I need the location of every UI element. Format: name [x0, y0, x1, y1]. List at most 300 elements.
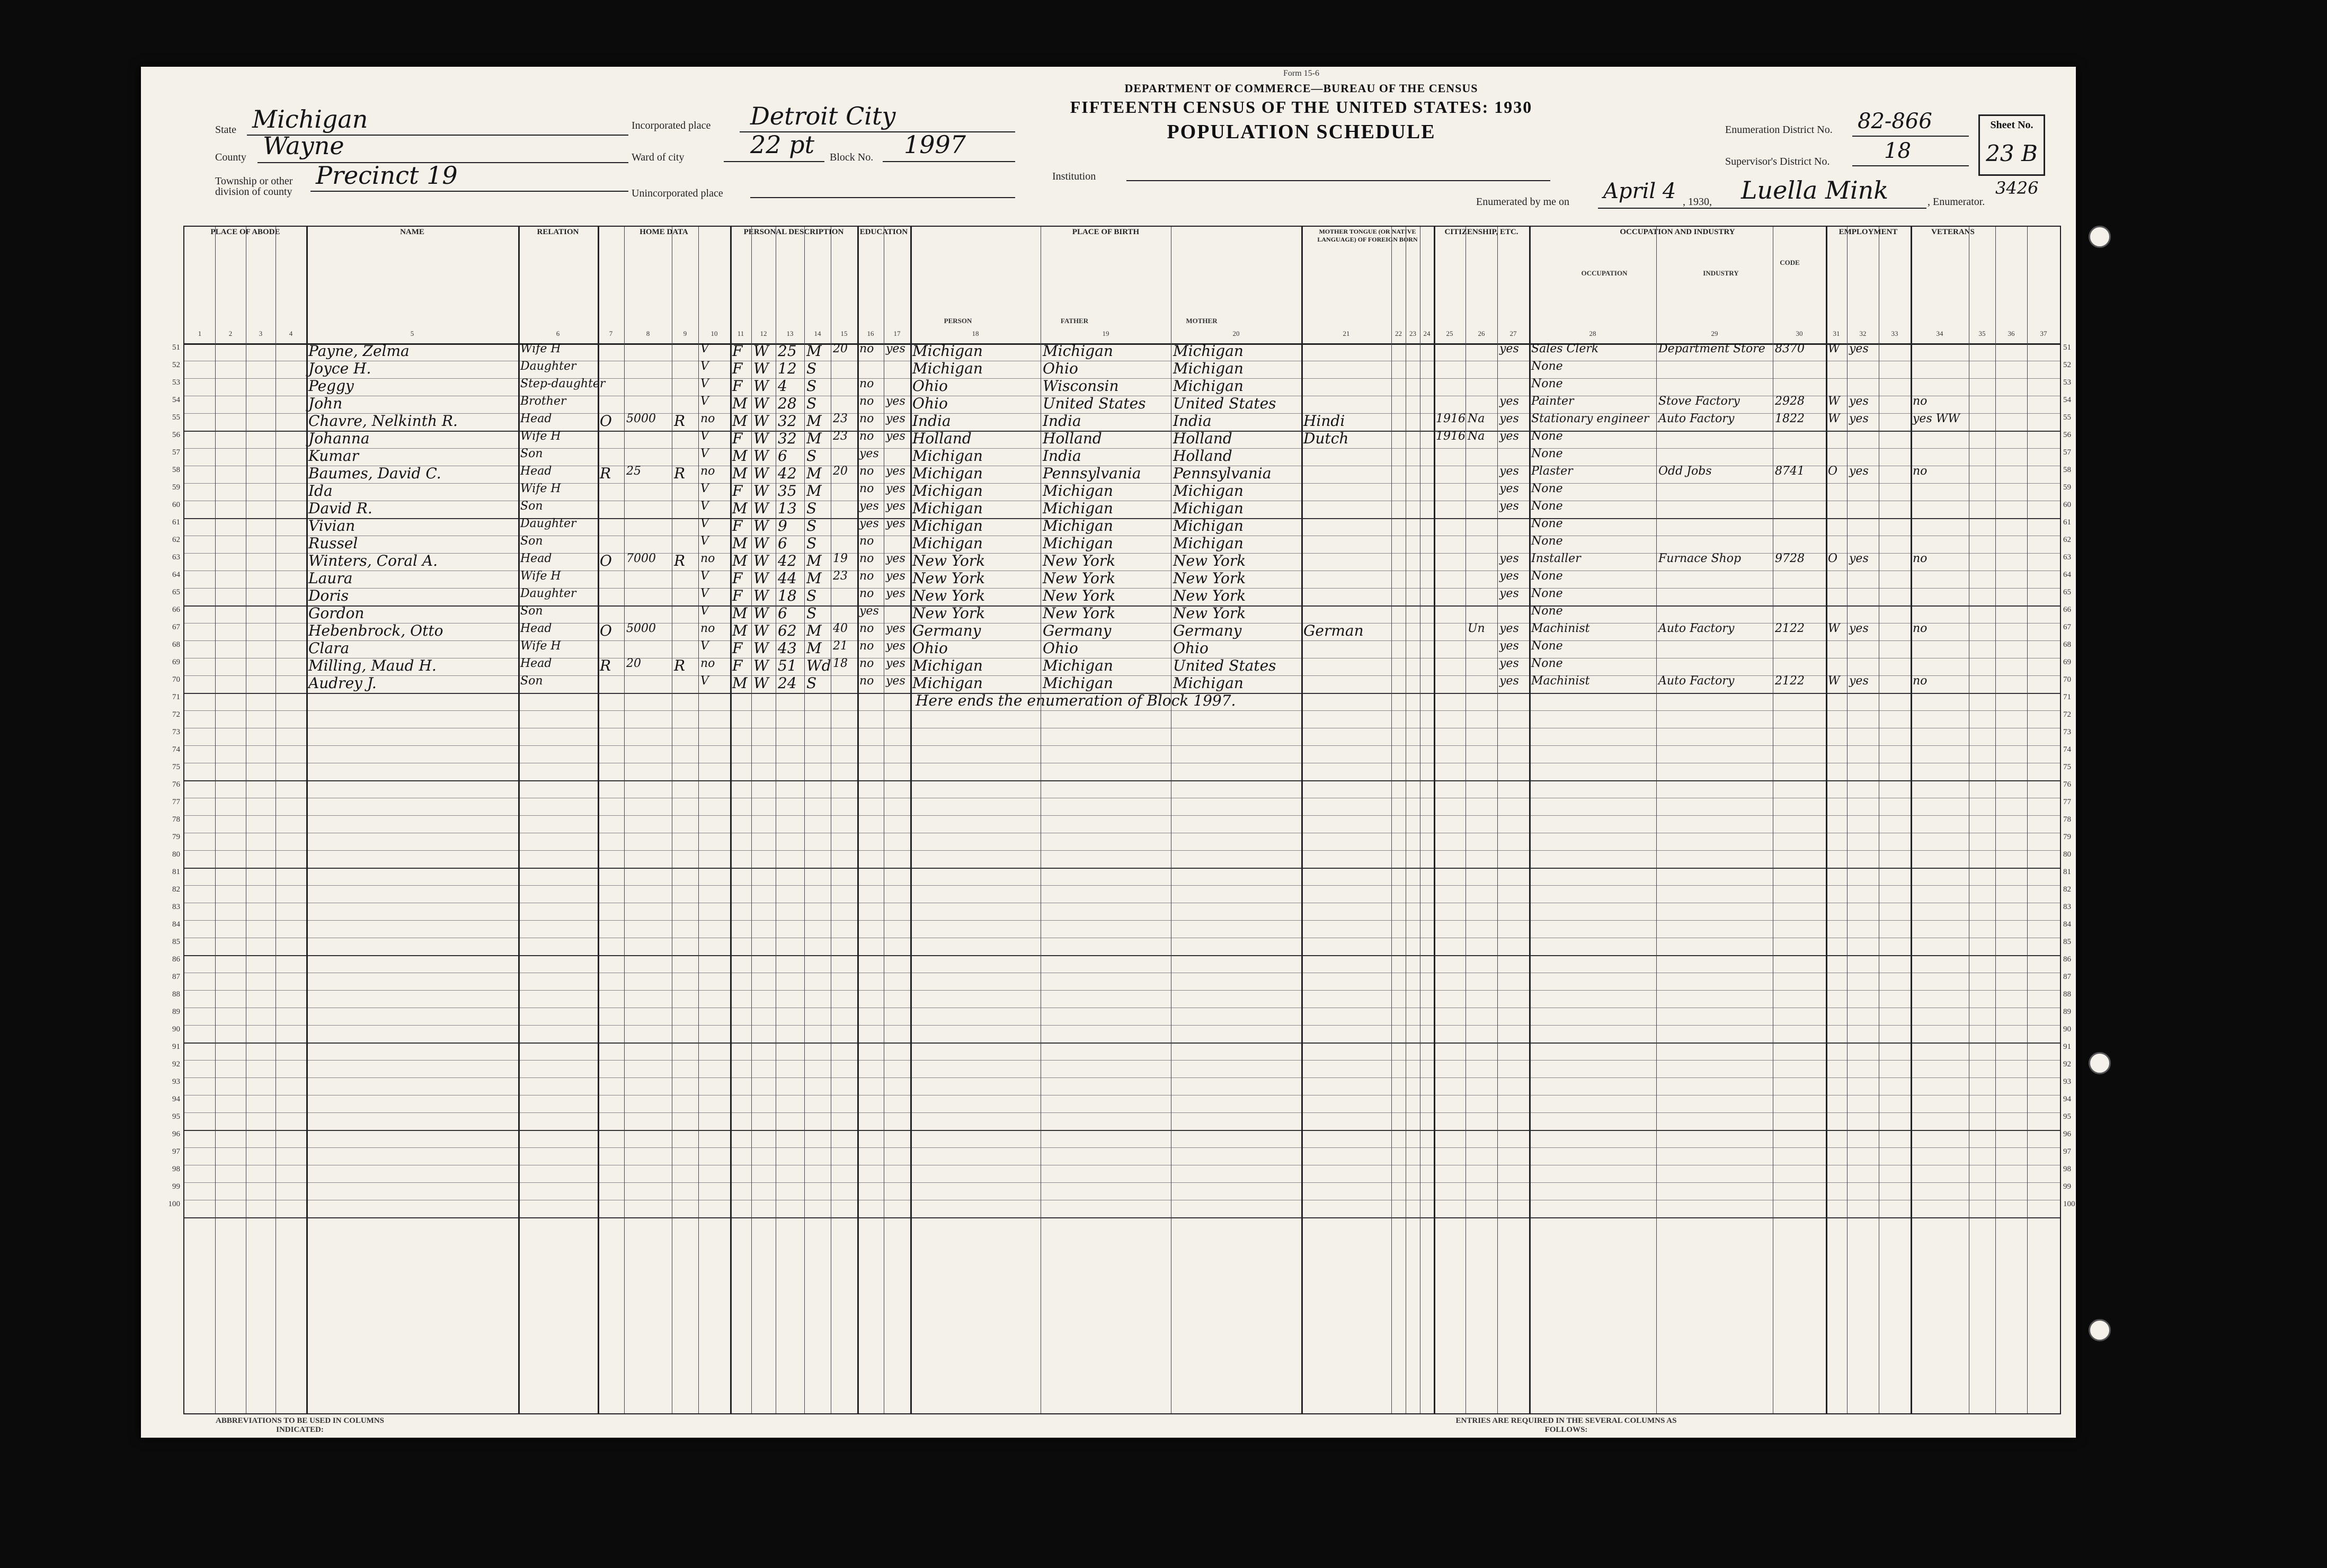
table-row	[172, 903, 2071, 921]
table-row	[172, 1112, 2071, 1131]
cell-tongue: German	[1303, 622, 1364, 639]
census-sheet	[141, 67, 2076, 1438]
cell-farm: no	[700, 622, 715, 635]
cell-eng: yes	[1499, 674, 1519, 688]
cell-occ: Plaster	[1531, 465, 1573, 478]
cell-age: 44	[778, 569, 797, 587]
cell-sch: yes	[859, 447, 879, 460]
line-number: 64	[172, 571, 180, 579]
table-row	[172, 850, 2071, 869]
table-row	[172, 1060, 2071, 1078]
column-divider	[751, 227, 752, 1413]
cell-sex: F	[732, 360, 743, 377]
cell-bp: Michigan	[912, 447, 983, 465]
caption-father: FATHER	[1060, 317, 1089, 325]
cell-sch: no	[859, 412, 874, 425]
cell-race: W	[753, 622, 769, 639]
cell-mar: M	[806, 412, 822, 430]
line-number: 85	[172, 938, 180, 946]
column-number: 36	[2008, 329, 2015, 337]
cell-eng: yes	[1499, 342, 1519, 355]
line-number: 66	[2063, 605, 2071, 614]
line-number: 83	[2063, 903, 2071, 911]
column-number: 3	[259, 329, 263, 337]
cell-rel: Head	[520, 657, 552, 670]
cell-tongue: Dutch	[1303, 430, 1349, 447]
cell-read: yes	[886, 430, 905, 443]
line-number: 51	[2063, 343, 2071, 352]
cell-agem: 23	[833, 569, 848, 583]
cell-mar: S	[806, 360, 817, 377]
line-number: 93	[172, 1077, 180, 1086]
group-occupation: OCCUPATION AND INDUSTRY	[1620, 228, 1735, 236]
line-number: 87	[2063, 973, 2071, 981]
census-title: FIFTEENTH CENSUS OF THE UNITED STATES: 1930	[1070, 97, 1533, 117]
cell-age: 25	[778, 342, 797, 360]
caption-industry: INDUSTRY	[1703, 269, 1739, 277]
cell-sex: F	[732, 587, 743, 604]
group-home: HOME DATA	[640, 228, 688, 236]
table-row	[172, 482, 2071, 501]
line-number: 62	[172, 536, 180, 544]
cell-sch: no	[859, 377, 874, 390]
table-row	[172, 710, 2071, 728]
cell-bp: Michigan	[912, 674, 983, 692]
cell-mar: M	[806, 639, 822, 657]
line-number: 85	[2063, 938, 2071, 946]
enumerated-label: Enumerated by me on	[1476, 196, 1570, 208]
line-number: 90	[172, 1025, 180, 1034]
cell-bpm: United States	[1173, 657, 1276, 674]
line-number: 63	[172, 553, 180, 562]
cell-name: Laura	[308, 569, 353, 587]
cell-cls: W	[1828, 622, 1840, 635]
table-row	[172, 692, 2071, 711]
sheet-number-box	[1978, 114, 2045, 176]
cell-sch: no	[859, 552, 874, 565]
table-row	[172, 1182, 2071, 1200]
cell-agem: 23	[833, 412, 848, 425]
cell-bpm: Michigan	[1173, 360, 1244, 377]
ward-value: 22 pt	[750, 130, 815, 159]
cell-read: yes	[886, 482, 905, 495]
column-divider	[1497, 227, 1498, 1413]
cell-rel: Wife H	[520, 639, 561, 653]
cell-val: 25	[626, 465, 641, 478]
block-value: 1997	[904, 130, 966, 159]
cell-own: O	[600, 622, 612, 639]
line-number: 91	[2063, 1043, 2071, 1051]
punch-hole	[2089, 1319, 2111, 1341]
cell-sex: M	[732, 465, 748, 482]
cell-own: O	[600, 412, 612, 430]
line-number: 89	[2063, 1008, 2071, 1016]
line-number: 71	[2063, 693, 2071, 701]
column-divider	[1847, 227, 1848, 1413]
column-divider	[698, 227, 699, 1413]
cell-race: W	[753, 482, 769, 500]
cell-sex: F	[732, 639, 743, 657]
supervisor-label: Supervisor's District No.	[1725, 156, 1830, 167]
line-number: 77	[172, 798, 180, 806]
line-number: 59	[2063, 483, 2071, 492]
form-title	[1052, 67, 1550, 144]
cell-sex: M	[732, 604, 748, 622]
line-number: 84	[2063, 920, 2071, 929]
cell-rel: Son	[520, 500, 543, 513]
line-number: 92	[2063, 1060, 2071, 1068]
line-number: 75	[2063, 763, 2071, 771]
cell-race: W	[753, 395, 769, 412]
enumerator-label: , Enumerator.	[1928, 196, 1985, 208]
cell-name: Milling, Maud H.	[308, 657, 437, 674]
cell-code: 9728	[1775, 552, 1805, 565]
cell-bpf: Pennsylvania	[1043, 465, 1141, 482]
cell-sch: no	[859, 622, 874, 635]
cell-bpf: Ohio	[1043, 639, 1078, 657]
line-number: 96	[2063, 1130, 2071, 1138]
cell-rel: Daughter	[520, 587, 576, 600]
column-headers	[184, 227, 2060, 345]
township-value: Precinct 19	[316, 161, 458, 190]
cell-code: 1822	[1775, 412, 1805, 425]
footer-abbreviations: ABBREVIATIONS TO BE USED IN COLUMNS INDICATED:	[216, 1416, 384, 1434]
cell-bpm: Michigan	[1173, 674, 1244, 692]
cell-sex: M	[732, 395, 748, 412]
cell-age: 12	[778, 360, 797, 377]
cell-work: yes	[1849, 465, 1869, 478]
cell-bp: Ohio	[912, 639, 948, 657]
line-number: 97	[2063, 1147, 2071, 1156]
cell-occ: None	[1531, 430, 1563, 443]
table-row	[172, 1095, 2071, 1113]
cell-work: yes	[1849, 552, 1869, 565]
table-row	[172, 517, 2071, 536]
cell-sex: M	[732, 447, 748, 465]
table-row	[172, 500, 2071, 519]
cell-code: 2122	[1775, 622, 1805, 635]
cell-race: W	[753, 342, 769, 360]
group-employment: EMPLOYMENT	[1838, 228, 1898, 236]
cell-read: yes	[886, 569, 905, 583]
cell-occ: None	[1531, 482, 1563, 495]
table-row	[172, 798, 2071, 816]
cell-eng: yes	[1499, 657, 1519, 670]
cell-occ: None	[1531, 360, 1563, 373]
cell-bp: Ohio	[912, 377, 948, 395]
cell-sch: no	[859, 342, 874, 355]
cell-mar: S	[806, 447, 817, 465]
cell-read: yes	[886, 639, 905, 653]
table-row	[172, 815, 2071, 833]
cell-ind: Department Store	[1658, 342, 1765, 355]
cell-farm: V	[700, 377, 709, 390]
cell-bpf: Michigan	[1043, 657, 1113, 674]
column-number: 28	[1589, 329, 1596, 337]
table-row	[172, 1130, 2071, 1148]
cell-sex: F	[732, 569, 743, 587]
cell-vet: no	[1913, 622, 1928, 635]
line-number: 87	[172, 973, 180, 981]
unincorporated-label: Unincorporated place	[632, 188, 723, 199]
cell-agem: 23	[833, 430, 848, 443]
line-number: 64	[2063, 571, 2071, 579]
cell-age: 6	[778, 447, 787, 465]
line-number: 67	[172, 623, 180, 631]
column-divider	[215, 227, 216, 1413]
cell-work: yes	[1849, 395, 1869, 408]
group-relation: RELATION	[537, 228, 579, 236]
table-row	[172, 534, 2071, 554]
line-number: 72	[172, 710, 180, 719]
cell-work: yes	[1849, 342, 1869, 355]
cell-mar: M	[806, 342, 822, 360]
cell-age: 9	[778, 517, 787, 534]
enumerator-name: Luella Mink	[1741, 176, 1889, 204]
cell-occ: Machinist	[1531, 622, 1590, 635]
group-education: EDUCATION	[859, 228, 908, 236]
cell-bpf: New York	[1043, 604, 1116, 622]
cell-name: Johanna	[308, 430, 370, 447]
line-number: 92	[172, 1060, 180, 1068]
column-number: 6	[556, 329, 560, 337]
column-divider	[1656, 227, 1657, 1413]
line-number: 83	[172, 903, 180, 911]
year-suffix: , 1930,	[1683, 196, 1712, 208]
line-number: 74	[172, 745, 180, 754]
line-number: 91	[172, 1043, 180, 1051]
cell-farm: V	[700, 639, 709, 653]
cell-occ: None	[1531, 639, 1563, 653]
cell-sch: no	[859, 395, 874, 408]
line-number: 86	[172, 955, 180, 964]
cell-bpm: Michigan	[1173, 500, 1244, 517]
cell-sex: M	[732, 534, 748, 552]
line-number: 60	[2063, 501, 2071, 509]
cell-sex: F	[732, 377, 743, 395]
cell-mar: M	[806, 430, 822, 447]
cell-eng: yes	[1499, 412, 1519, 425]
caption-occupation: OCCUPATION	[1581, 269, 1628, 277]
table-row	[172, 430, 2071, 449]
cell-farm: V	[700, 430, 709, 443]
cell-bpm: India	[1173, 412, 1212, 430]
cell-occ: None	[1531, 587, 1563, 600]
cell-mar: M	[806, 569, 822, 587]
cell-occ: Painter	[1531, 395, 1574, 408]
line-number: 70	[2063, 675, 2071, 684]
column-number: 20	[1232, 329, 1240, 337]
line-number: 93	[2063, 1077, 2071, 1086]
cell-occ: Sales Clerk	[1531, 342, 1599, 355]
cell-bpm: Michigan	[1173, 377, 1244, 395]
cell-race: W	[753, 500, 769, 517]
cell-age: 18	[778, 587, 797, 604]
cell-name: Hebenbrock, Otto	[308, 622, 443, 639]
footer-entries: ENTRIES ARE REQUIRED IN THE SEVERAL COLUMNS AS FOLLOWS:	[1455, 1416, 1677, 1434]
cell-sex: F	[732, 482, 743, 500]
cell-work: yes	[1849, 412, 1869, 425]
line-number: 51	[172, 343, 180, 352]
cell-rel: Head	[520, 622, 552, 635]
cell-farm: V	[700, 534, 709, 548]
line-number: 63	[2063, 553, 2071, 562]
cell-mar: M	[806, 552, 822, 569]
caption-code: CODE	[1780, 259, 1800, 266]
cell-bpm: United States	[1173, 395, 1276, 412]
line-number: 88	[2063, 990, 2071, 999]
township-label: Township or other division of county	[215, 175, 293, 198]
table-row	[172, 1008, 2071, 1026]
cell-farm: V	[700, 604, 709, 618]
line-number: 58	[2063, 466, 2071, 474]
cell-agem: 40	[833, 622, 848, 635]
cell-sch: no	[859, 569, 874, 583]
cell-bp: Germany	[912, 622, 981, 639]
table-row	[172, 920, 2071, 938]
cell-sex: F	[732, 430, 743, 447]
line-number: 99	[172, 1182, 180, 1191]
column-divider	[1995, 227, 1996, 1413]
line-number: 75	[172, 763, 180, 771]
cell-bpm: Michigan	[1173, 534, 1244, 552]
column-number: 30	[1796, 329, 1803, 337]
cell-bpm: Michigan	[1173, 517, 1244, 534]
cell-vet: no	[1913, 552, 1928, 565]
column-number: 14	[814, 329, 821, 337]
column-number: 13	[786, 329, 794, 337]
cell-sch: no	[859, 674, 874, 688]
cell-rel: Wife H	[520, 482, 561, 495]
cell-bp: Michigan	[912, 517, 983, 534]
column-number: 7	[609, 329, 613, 337]
sheet-footer	[183, 1416, 2059, 1436]
line-number: 72	[2063, 710, 2071, 719]
group-personal: PERSONAL DESCRIPTION	[743, 228, 844, 236]
cell-rel: Head	[520, 465, 552, 478]
cell-farm: V	[700, 395, 709, 408]
cell-rel: Son	[520, 534, 543, 548]
cell-name: Peggy	[308, 377, 354, 395]
cell-eng: yes	[1499, 569, 1519, 583]
line-number: 52	[2063, 361, 2071, 369]
enum-district-label: Enumeration District No.	[1725, 124, 1833, 136]
cell-rel: Brother	[520, 395, 566, 408]
group-birth: PLACE OF BIRTH	[1072, 228, 1140, 236]
sheet-value: 23 B	[1986, 140, 2038, 166]
cell-race: W	[753, 587, 769, 604]
line-number: 54	[2063, 396, 2071, 404]
cell-race: W	[753, 534, 769, 552]
cell-read: yes	[886, 552, 905, 565]
cell-age: 6	[778, 604, 787, 622]
cell-bpf: New York	[1043, 569, 1116, 587]
cell-bpf: Germany	[1043, 622, 1112, 639]
cell-race: W	[753, 604, 769, 622]
line-number: 62	[2063, 536, 2071, 544]
cell-agem: 20	[833, 342, 848, 355]
cell-read: yes	[886, 465, 905, 478]
block-label: Block No.	[830, 152, 874, 163]
table-row	[172, 780, 2071, 798]
cell-bpf: India	[1043, 447, 1081, 465]
cell-name: Payne, Zelma	[308, 342, 410, 360]
cell-bpm: Holland	[1173, 447, 1232, 465]
cell-bpf: United States	[1043, 395, 1146, 412]
column-number: 9	[683, 329, 687, 337]
line-number: 89	[172, 1008, 180, 1016]
line-number: 82	[2063, 885, 2071, 894]
cell-val: 5000	[626, 412, 656, 425]
cell-name: Joyce H.	[308, 360, 371, 377]
line-number: 80	[2063, 850, 2071, 859]
line-number: 60	[172, 501, 180, 509]
cell-bpf: Holland	[1043, 430, 1102, 447]
punch-hole	[2089, 226, 2111, 248]
cell-bpf: India	[1043, 412, 1081, 430]
table-row	[172, 938, 2071, 956]
column-number: 11	[737, 329, 744, 337]
cell-occ: None	[1531, 604, 1563, 618]
cell-val: 7000	[626, 552, 656, 565]
cell-bp: New York	[912, 552, 985, 569]
cell-name: David R.	[308, 500, 372, 517]
cell-bpm: Germany	[1173, 622, 1242, 639]
cell-sch: no	[859, 639, 874, 653]
cell-read: yes	[886, 674, 905, 688]
cell-work: yes	[1849, 622, 1869, 635]
line-number: 76	[2063, 780, 2071, 789]
line-number: 61	[2063, 518, 2071, 527]
table-row	[172, 885, 2071, 903]
cell-rel: Daughter	[520, 360, 576, 373]
column-number: 25	[1446, 329, 1453, 337]
cell-occ: Machinist	[1531, 674, 1590, 688]
cell-bp: Ohio	[912, 395, 948, 412]
cell-farm: V	[700, 500, 709, 513]
cell-vet: no	[1913, 395, 1928, 408]
cell-bp: Michigan	[912, 342, 983, 360]
cell-name: Gordon	[308, 604, 365, 622]
column-number: 34	[1936, 329, 1943, 337]
cell-bp: Michigan	[912, 534, 983, 552]
line-number: 65	[172, 588, 180, 596]
cell-own: O	[600, 552, 612, 569]
state-label: State	[215, 124, 236, 136]
cell-sex: M	[732, 552, 748, 569]
cell-ind: Auto Factory	[1658, 622, 1735, 635]
form-number: Form 15-6	[1283, 69, 1319, 78]
column-number: 4	[289, 329, 293, 337]
column-number: 2	[228, 329, 233, 337]
cell-bp: Michigan	[912, 482, 983, 500]
cell-age: 24	[778, 674, 797, 692]
cell-occ: None	[1531, 534, 1563, 548]
table-row	[172, 763, 2071, 781]
table-row	[172, 728, 2071, 746]
county-label: County	[215, 152, 246, 163]
column-number: 15	[840, 329, 848, 337]
cell-read: yes	[886, 500, 905, 513]
line-number: 61	[172, 518, 180, 527]
cell-age: 6	[778, 534, 787, 552]
cell-own: R	[600, 657, 611, 674]
cell-rel: Son	[520, 604, 543, 618]
table-row	[172, 833, 2071, 851]
cell-age: 32	[778, 430, 797, 447]
cell-name: Ida	[308, 482, 333, 500]
line-number: 58	[172, 466, 180, 474]
